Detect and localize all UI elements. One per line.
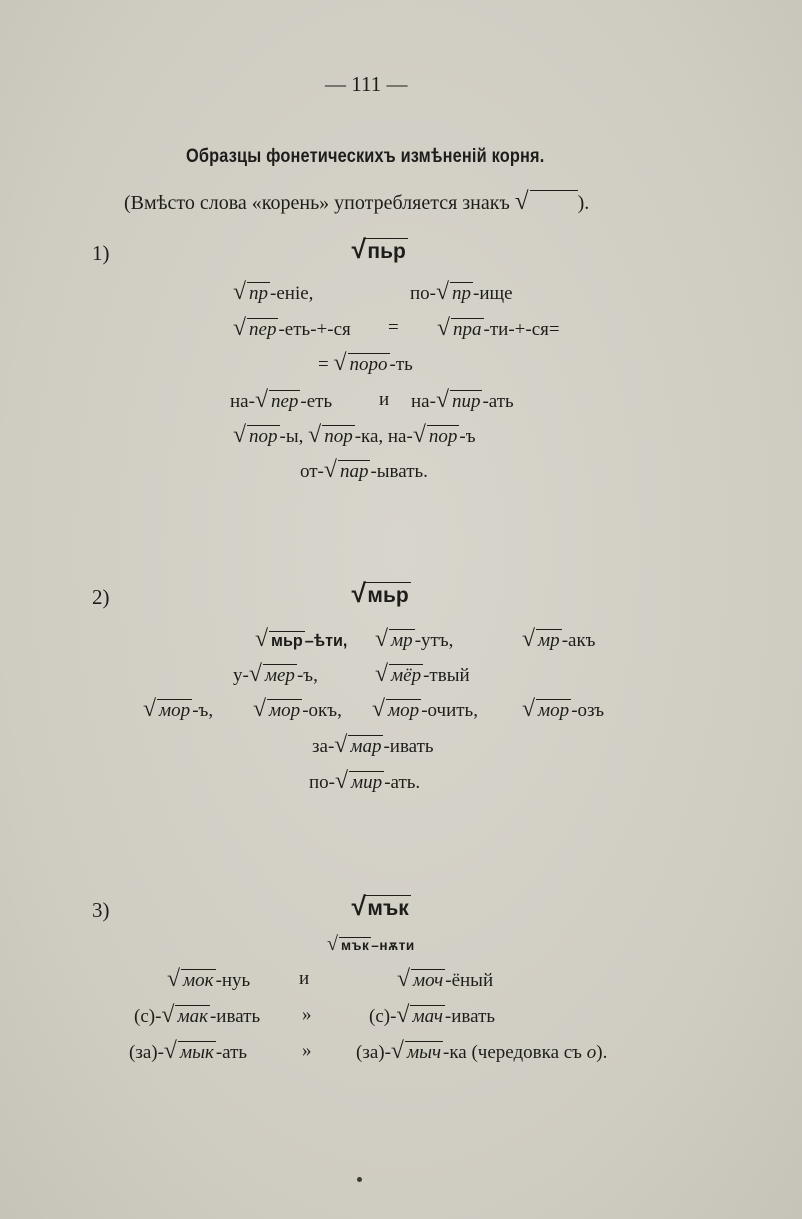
s2-line-2b bbox=[375, 663, 470, 687]
root-form bbox=[375, 628, 415, 652]
root-sign: √ bbox=[514, 188, 529, 215]
s2-line-3b bbox=[253, 698, 342, 722]
section-2-label: 2) bbox=[92, 585, 110, 609]
s1-line-2-eq: = bbox=[388, 317, 399, 338]
section-3-root-heading bbox=[350, 893, 411, 921]
root-form bbox=[233, 424, 280, 448]
s1-line-1b bbox=[410, 281, 513, 305]
s3-line-4a bbox=[129, 1040, 247, 1064]
root-sign: √ bbox=[412, 422, 426, 448]
root-sign: √ bbox=[436, 279, 450, 305]
root-form bbox=[308, 424, 355, 448]
s3-line-3-ditto: » bbox=[302, 1004, 312, 1025]
text-fragment: пор bbox=[249, 426, 278, 447]
s1-line-4 bbox=[230, 389, 332, 413]
s3-line-2b bbox=[397, 968, 493, 992]
text-fragment: пер bbox=[270, 391, 299, 412]
root-form bbox=[437, 317, 484, 341]
text-fragment: пар bbox=[339, 461, 369, 482]
text-fragment: -ивать bbox=[383, 736, 434, 757]
text-fragment: -акъ bbox=[561, 630, 596, 651]
root-form bbox=[327, 934, 371, 955]
root-sign bbox=[515, 189, 578, 215]
root-sign: √ bbox=[143, 696, 157, 722]
text-fragment: мр bbox=[391, 630, 413, 651]
s1-line-4b bbox=[411, 389, 514, 413]
text-fragment: от- bbox=[300, 461, 324, 482]
text-fragment: мык bbox=[179, 1042, 214, 1063]
root-form bbox=[372, 698, 421, 722]
root-sign: √ bbox=[163, 1038, 177, 1064]
text-fragment: -ы, bbox=[279, 426, 304, 447]
root-form bbox=[333, 352, 389, 376]
root-sign: √ bbox=[167, 966, 181, 992]
text-fragment: мр bbox=[538, 630, 560, 651]
root-sign: √ bbox=[253, 696, 267, 722]
section-3-root: мък bbox=[367, 897, 409, 920]
text-fragment: мёр bbox=[391, 665, 422, 686]
text-fragment: пр bbox=[452, 283, 472, 304]
text-fragment: -окъ, bbox=[302, 700, 342, 721]
s2-line-4 bbox=[312, 734, 434, 758]
text-fragment: у- bbox=[233, 665, 249, 686]
text-fragment bbox=[532, 195, 576, 209]
root-form bbox=[253, 698, 302, 722]
text-fragment: о bbox=[586, 1042, 597, 1063]
s2-line-1c bbox=[522, 628, 596, 652]
text-fragment: моч bbox=[413, 970, 444, 991]
s2-line-1a bbox=[255, 628, 347, 652]
root-sign: √ bbox=[375, 661, 389, 687]
root-sign: √ bbox=[233, 315, 247, 341]
s1-line-1 bbox=[233, 281, 313, 305]
text-fragment: ). bbox=[596, 1042, 608, 1063]
section-1-root: пьр bbox=[367, 240, 406, 263]
text-fragment: -ти-+-ся= bbox=[483, 319, 560, 340]
root-sign: √ bbox=[397, 966, 411, 992]
text-fragment: мер bbox=[264, 665, 295, 686]
text-fragment: пир bbox=[451, 391, 481, 412]
text-fragment: -озъ bbox=[571, 700, 605, 721]
root-sign: √ bbox=[435, 387, 449, 413]
s2-line-1b bbox=[375, 628, 453, 652]
root-form bbox=[375, 663, 423, 687]
text-fragment: -ивать bbox=[209, 1006, 261, 1027]
text-fragment: (за)- bbox=[356, 1042, 391, 1063]
s2-line-3c bbox=[372, 698, 478, 722]
page-title: Образцы фонетическихъ измѣненій корня. bbox=[186, 146, 545, 167]
root-form bbox=[164, 1040, 216, 1064]
root-sign: √ bbox=[333, 350, 347, 376]
root-form bbox=[255, 389, 300, 413]
root-sign: √ bbox=[522, 696, 536, 722]
text-fragment: -ать bbox=[482, 391, 514, 412]
text-fragment: = bbox=[318, 354, 329, 375]
text-fragment: мач bbox=[412, 1006, 443, 1027]
text-fragment: (с)- bbox=[369, 1006, 397, 1027]
text-fragment: -ъ, bbox=[192, 700, 214, 721]
root-form bbox=[324, 459, 371, 483]
root-sign-note bbox=[124, 189, 589, 215]
root-sign: √ bbox=[327, 933, 338, 955]
text-fragment bbox=[350, 893, 411, 921]
text-fragment: -еть bbox=[300, 391, 333, 412]
root-form bbox=[436, 389, 483, 413]
text-fragment: по- bbox=[309, 772, 335, 793]
text-fragment: -ъ, bbox=[296, 665, 318, 686]
text-fragment: -еть-+-ся bbox=[278, 319, 351, 340]
s1-line-3 bbox=[318, 352, 413, 376]
text-fragment bbox=[350, 236, 408, 264]
s3-line-2-and: и bbox=[299, 968, 310, 989]
root-sign: √ bbox=[335, 768, 349, 794]
page-number: — 111 — bbox=[325, 72, 408, 96]
text-fragment: -еніе, bbox=[270, 283, 314, 304]
section-2-root: мьр bbox=[367, 584, 409, 607]
text-fragment: мор bbox=[388, 700, 420, 721]
root-form bbox=[233, 317, 278, 341]
s3-line-1 bbox=[327, 934, 415, 955]
text-fragment: на- bbox=[411, 391, 436, 412]
text-fragment bbox=[530, 190, 578, 214]
s2-line-2a bbox=[233, 663, 318, 687]
root-form bbox=[255, 628, 305, 652]
root-form bbox=[436, 281, 473, 305]
text-fragment: поро bbox=[349, 354, 388, 375]
text-fragment: мък bbox=[340, 938, 370, 953]
text-fragment: на- bbox=[230, 391, 255, 412]
text-fragment: -ище bbox=[473, 283, 513, 304]
text-fragment: -ть bbox=[389, 354, 413, 375]
root-sign: √ bbox=[437, 315, 451, 341]
root-sign: √ bbox=[233, 422, 247, 448]
root-form bbox=[396, 1004, 445, 1028]
s3-line-3a bbox=[134, 1004, 260, 1028]
root-form bbox=[522, 698, 571, 722]
s2-line-3a bbox=[143, 698, 213, 722]
s3-line-3b bbox=[369, 1004, 495, 1028]
s1-line-5 bbox=[233, 424, 476, 448]
text-fragment: за- bbox=[312, 736, 335, 757]
text-fragment: мьр bbox=[271, 632, 303, 650]
text-fragment: -нуь bbox=[215, 970, 251, 991]
root-form bbox=[161, 1004, 210, 1028]
text-fragment: пр bbox=[249, 283, 269, 304]
text-fragment: -ёный bbox=[445, 970, 494, 991]
text-fragment: (за)- bbox=[129, 1042, 164, 1063]
root-sign: √ bbox=[375, 626, 389, 652]
text-fragment: -утъ, bbox=[414, 630, 454, 651]
root-form bbox=[413, 424, 460, 448]
text-fragment: -ать bbox=[215, 1042, 248, 1063]
root-sign: √ bbox=[323, 457, 337, 483]
s1-line-4-and: и bbox=[379, 389, 390, 410]
root-sign: √ bbox=[308, 422, 322, 448]
s2-line-5 bbox=[309, 770, 420, 794]
root-form bbox=[334, 734, 383, 758]
text-fragment: -ивать bbox=[444, 1006, 496, 1027]
root-sign: √ bbox=[334, 732, 348, 758]
text-fragment: -ать. bbox=[384, 772, 421, 793]
root-sign: √ bbox=[522, 626, 536, 652]
section-1-root-heading bbox=[350, 236, 408, 264]
text-fragment: пра bbox=[453, 319, 482, 340]
text-fragment: -ка (чередовка съ bbox=[443, 1042, 583, 1063]
root-form bbox=[522, 628, 562, 652]
root-sign: √ bbox=[396, 1002, 410, 1028]
text-fragment: (с)- bbox=[134, 1006, 162, 1027]
text-fragment: –ѣти, bbox=[304, 632, 348, 650]
text-fragment: пор bbox=[324, 426, 353, 447]
root-sign: √ bbox=[350, 578, 365, 608]
text-fragment: -ывать. bbox=[370, 461, 428, 482]
text-fragment bbox=[350, 580, 411, 608]
ink-speck bbox=[357, 1177, 362, 1182]
section-1-label: 1) bbox=[92, 241, 110, 265]
root-sign: √ bbox=[248, 661, 262, 687]
text-fragment: -ъ bbox=[459, 426, 476, 447]
text-fragment: мар bbox=[350, 736, 382, 757]
root-sign: √ bbox=[254, 387, 268, 413]
root-form bbox=[335, 770, 384, 794]
s1-line-6 bbox=[300, 459, 428, 483]
s2-line-3d bbox=[522, 698, 604, 722]
s1-line-2b bbox=[437, 317, 560, 341]
root-form bbox=[391, 1040, 443, 1064]
section-3-label: 3) bbox=[92, 898, 110, 922]
note-text-after: ). bbox=[577, 192, 590, 214]
text-fragment: -очить, bbox=[421, 700, 478, 721]
root-form bbox=[249, 663, 297, 687]
s3-line-4b bbox=[356, 1040, 607, 1064]
text-fragment: мор bbox=[269, 700, 301, 721]
text-fragment: -ка, на- bbox=[354, 426, 413, 447]
root-sign: √ bbox=[255, 626, 269, 652]
root-sign: √ bbox=[390, 1038, 404, 1064]
root-form bbox=[167, 968, 216, 992]
text-fragment: –нѫти bbox=[371, 938, 415, 953]
text-fragment: пор bbox=[428, 426, 458, 447]
text-fragment: по- bbox=[410, 283, 436, 304]
root-form bbox=[233, 281, 270, 305]
s1-line-2 bbox=[233, 317, 351, 341]
root-form bbox=[143, 698, 192, 722]
root-sign: √ bbox=[350, 891, 365, 921]
root-sign: √ bbox=[233, 279, 247, 305]
s3-line-4-ditto: » bbox=[302, 1040, 312, 1061]
root-sign: √ bbox=[372, 696, 386, 722]
text-fragment: мор bbox=[538, 700, 570, 721]
text-fragment: мак bbox=[177, 1006, 208, 1027]
text-fragment: мор bbox=[159, 700, 191, 721]
root-form bbox=[397, 968, 445, 992]
text-fragment: мок bbox=[183, 970, 214, 991]
note-text-before: (Вмѣсто слова «корень» употребляется знакъ bbox=[124, 192, 510, 214]
text-fragment: пер bbox=[249, 319, 277, 340]
section-2-root-heading bbox=[350, 580, 411, 608]
text-fragment: -твый bbox=[423, 665, 470, 686]
text-fragment: мыч bbox=[406, 1042, 442, 1063]
s3-line-2a bbox=[167, 968, 250, 992]
text-fragment: мир bbox=[351, 772, 383, 793]
root-sign: √ bbox=[161, 1002, 175, 1028]
root-sign: √ bbox=[350, 234, 365, 264]
